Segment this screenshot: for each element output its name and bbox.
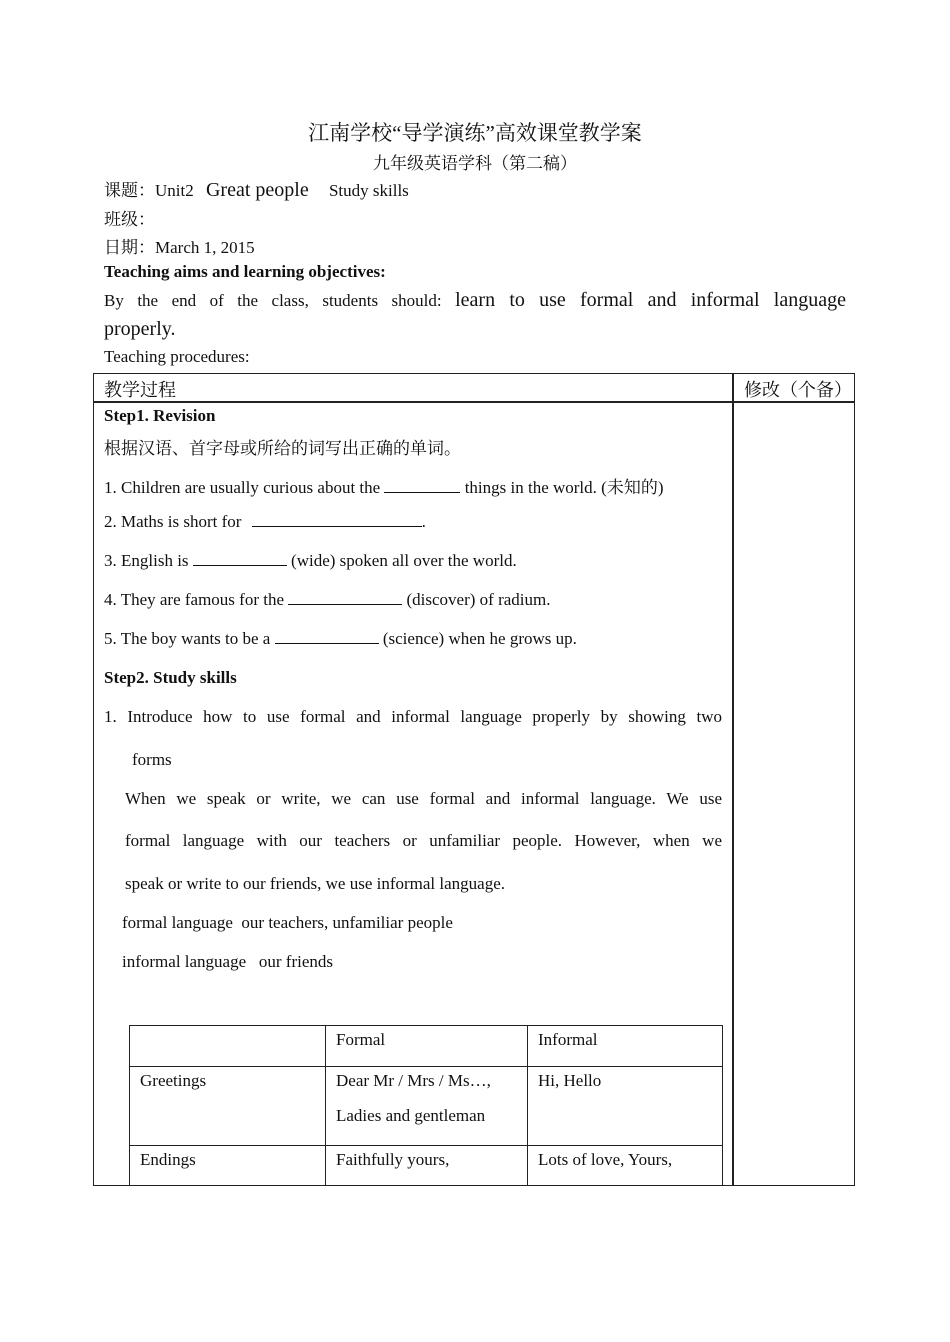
table-row: [130, 1146, 723, 1186]
col-process-header: 教学过程: [104, 380, 176, 400]
aims-heading: Teaching aims and learning objectives:: [104, 262, 386, 281]
formal-usage: formal language our teachers, unfamiliar people: [122, 913, 453, 932]
page-subtitle: 九年级英语学科（第二稿）: [373, 154, 577, 173]
table-header-cell: Informal: [528, 1026, 723, 1067]
comparison-table: [129, 1025, 723, 1186]
table-header-divider: [93, 401, 855, 403]
step1-instruction: 根据汉语、首字母或所给的词写出正确的单词。: [104, 439, 461, 458]
informal-usage: informal language our friends: [122, 952, 334, 971]
table-cell-line: Dear Mr / Mrs / Ms…,: [336, 1071, 491, 1090]
col-revision-header: 修改（个备）: [744, 380, 852, 400]
topic-label: 课题：Unit2: [104, 181, 194, 200]
table-header-cell: [130, 1026, 326, 1067]
table-cell-line: Ladies and gentleman: [336, 1106, 486, 1125]
topic-unit-title: Great people: [205, 179, 309, 201]
aims-objective-1: learn to use formal and informal language: [455, 289, 846, 311]
step2-para-line-1: When we speak or write, we can use formal and informal language. We use: [125, 789, 722, 808]
date-label: 日期：March 1, 2015: [104, 238, 255, 257]
topic-line: [104, 176, 409, 202]
aims-lead: By the end of the class, students should:: [104, 291, 442, 310]
answer-blank: [193, 551, 287, 566]
table-row-label: Greetings: [130, 1067, 326, 1146]
exercise-item-5: 5. The boy wants to be a (science) when he grows up.: [104, 629, 577, 648]
answer-blank: [252, 512, 422, 527]
table-cell: Faithfully yours,: [326, 1146, 528, 1186]
step2-para-line-3: speak or write to our friends, we use informal language.: [125, 874, 506, 893]
answer-blank: [384, 478, 460, 493]
class-label: 班级：: [104, 210, 155, 229]
aims-objective-line: [104, 289, 846, 312]
topic-section: Study skills: [328, 181, 409, 200]
aims-objective-2: properly.: [104, 318, 176, 340]
step2-heading: Step2. Study skills: [104, 668, 237, 687]
step2-para-line-2: formal language with our teachers or unfamiliar people. However, when we: [125, 831, 722, 850]
exercise-item-3: 3. English is (wide) spoken all over the world.: [104, 551, 517, 570]
exercise-item-4: 4. They are famous for the (discover) of radium.: [104, 590, 551, 609]
table-header-cell: Formal: [326, 1026, 528, 1067]
table-cell: [326, 1067, 528, 1146]
table-row: [130, 1026, 723, 1067]
page-title: 江南学校“导学演练”高效课堂教学案: [308, 121, 642, 145]
table-cell: Hi, Hello: [528, 1067, 723, 1146]
exercise-item-1: 1. Children are usually curious about the things in the world. (未知的): [104, 478, 664, 497]
answer-blank: [288, 590, 402, 605]
step2-intro-line-2: forms: [132, 750, 172, 769]
step1-heading: Step1. Revision: [104, 406, 216, 425]
table-row-label: Endings: [130, 1146, 326, 1186]
answer-blank: [275, 629, 379, 644]
step2-intro-line-1: 1. Introduce how to use formal and informal language properly by showing two: [104, 707, 722, 726]
procedures-label: Teaching procedures:: [104, 347, 250, 366]
table-column-divider: [732, 373, 734, 1186]
table-cell: Lots of love, Yours,: [528, 1146, 723, 1186]
exercise-item-2: 2. Maths is short for .: [104, 512, 426, 531]
table-row: [130, 1067, 723, 1146]
